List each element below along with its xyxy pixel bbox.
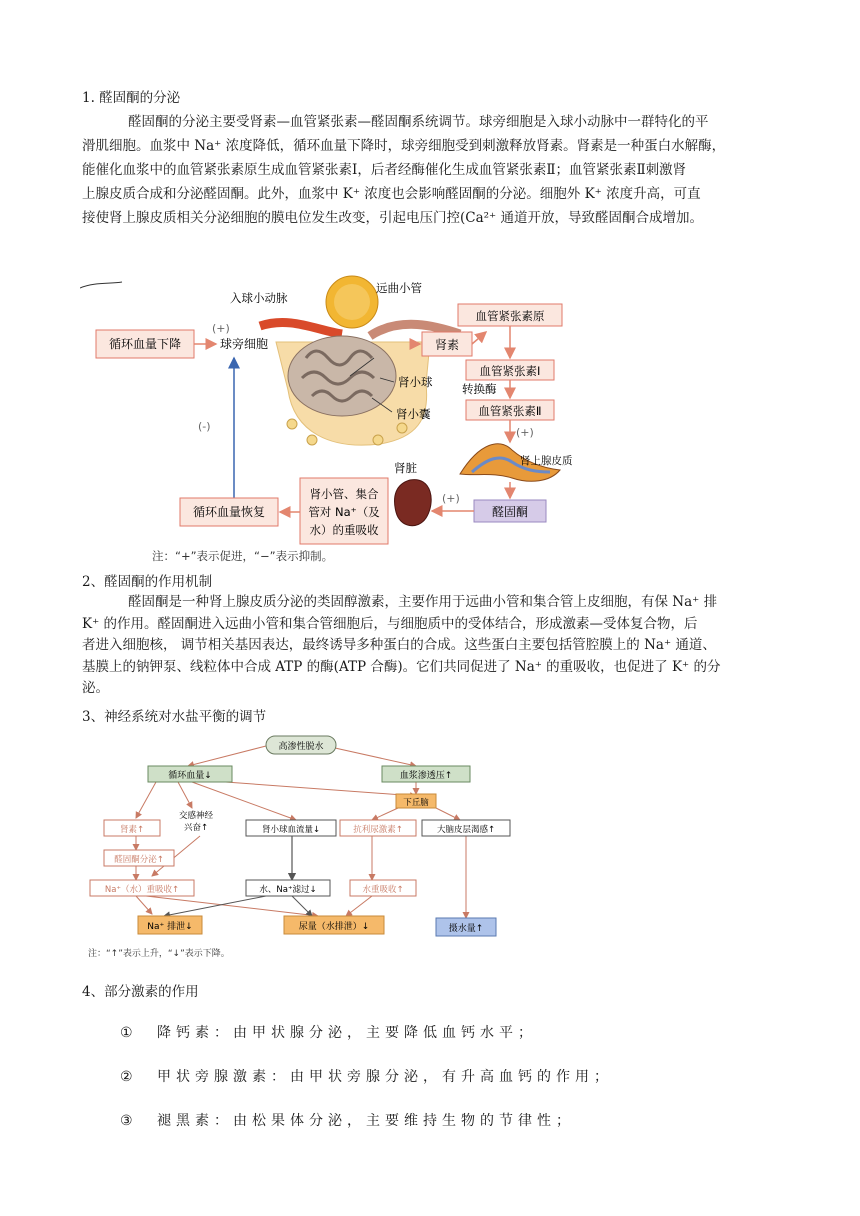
urine-label: 尿量（水排泄）↓: [298, 922, 370, 932]
angiotensinogen-label: 血管紧张素原: [475, 309, 545, 323]
section-2-paragraph: [82, 592, 802, 700]
reabsorb-line: 肾小管、集合: [309, 487, 379, 501]
paragraph-line: 基膜上的钠钾泵、线粒体中合成 ATP 的酶(ATP 合酶)。它们共同促进了 Na⁺ 的重吸收，也促进了 K⁺ 的分: [82, 658, 721, 675]
aldo-label: 醛固酮分泌↑: [114, 855, 164, 865]
paragraph-line: 泌。: [82, 680, 109, 696]
kidney-label: 肾脏: [394, 461, 417, 475]
water-salt-diagram: [86, 728, 516, 960]
aldosterone-label: 醛固酮: [491, 505, 529, 519]
osmotic-label: 血浆渗透压↑: [399, 771, 453, 781]
section-1-paragraph: [82, 110, 802, 230]
section-3-heading: 3、神经系统对水盐平衡的调节: [82, 709, 267, 725]
renin-label: 肾素: [434, 338, 460, 352]
paragraph-line: 醛固酮是一种肾上腺皮质分泌的类固醇激素，主要作用于远曲小管和集合管上皮细胞，有保 Na⁺ 排: [128, 594, 718, 610]
plus-2: (+): [516, 426, 534, 439]
paragraph-line: 能催化血浆中的血管紧张素原生成血管紧张素Ⅰ，后者经酶催化生成血管紧张素Ⅱ；血管紧张素Ⅱ刺激肾: [82, 162, 687, 178]
plus-1: (+): [212, 322, 230, 335]
sympathetic-line: 兴奋↑: [183, 823, 209, 833]
fig2-note: 注：“↑”表示上升，“↓”表示下降。: [88, 949, 230, 959]
sympathetic-line: 交感神经: [178, 811, 214, 821]
paragraph-line: 上腺皮质合成和分泌醛固酮。此外，血浆中 K⁺ 浓度也会影响醛固酮的分泌。细胞外 K⁺ 浓度升高，可直: [82, 186, 701, 202]
fig2-top-label: 高渗性脱水: [278, 742, 324, 752]
recover-label: 循环血量恢复: [192, 505, 266, 519]
intake-label: 摄水量↑: [448, 924, 484, 934]
item-text: 降钙素：由甲状腺分泌，主要降低血钙水平；: [157, 1025, 538, 1041]
item-text: 甲状旁腺激素：由甲状旁腺分泌，有升高血钙的作用；: [157, 1069, 614, 1085]
thirst-label: 大脑皮层渴感↑: [436, 825, 496, 835]
gfr-label: 肾小球血流量↓: [261, 825, 321, 835]
paragraph-line: 者进入细胞核， 调节相关基因表达，最终诱导多种蛋白的合成。这些蛋白主要包括管腔膜上的 Na⁺ 通道、: [82, 637, 716, 653]
hormone-item: [120, 1022, 537, 1042]
jgc-label: 球旁细胞: [220, 337, 269, 351]
paragraph-line: 滑肌细胞。血浆中 Na⁺ 浓度降低，循环血量下降时，球旁细胞受到刺激释放肾素。肾素是一种蛋白水解酶，: [82, 138, 726, 154]
item-number: ①: [120, 1025, 138, 1041]
paragraph-line: K⁺ 的作用。醛固酮进入远曲小管和集合管细胞后，与细胞质中的受体结合，形成激素—受体复合物，后: [82, 615, 698, 632]
item-number: ③: [120, 1113, 138, 1129]
plus-3: (+): [442, 492, 460, 505]
adh-label: 抗利尿激素↑: [353, 825, 403, 835]
item-text: 褪黑素：由松果体分泌，主要维持生物的节律性；: [157, 1113, 576, 1129]
water-reabs-label: 水重吸收↑: [362, 885, 404, 895]
ang2-label: 血管紧张素Ⅱ: [478, 404, 542, 418]
fig1-note: 注：“+”表示促进，“−”表示抑制。: [152, 549, 334, 563]
ang1-label: 血管紧张素Ⅰ: [479, 364, 541, 378]
hypothalamus-label: 下丘脑: [403, 798, 429, 808]
kidney-illustration: [395, 480, 432, 526]
ace-label: 转换酶: [462, 382, 497, 396]
section-4-heading: 4、部分激素的作用: [82, 984, 199, 1000]
distal-label: 远曲小管: [376, 281, 422, 295]
renin-label: 肾素↑: [119, 825, 145, 835]
paragraph-line: 接使肾上腺皮质相关分泌细胞的膜电位发生改变，引起电压门控(Ca²⁺ 通道开放，导致醛固酮合成增加。: [82, 210, 703, 226]
capsule-label: 肾小囊: [396, 407, 431, 421]
section-2-heading: 2、醛固酮的作用机制: [82, 574, 213, 590]
section-1-heading: 1. 醛固酮的分泌: [82, 90, 181, 106]
adrenal-label: 肾上腺皮质: [520, 455, 573, 467]
minus-label: (-): [198, 420, 211, 433]
reabsorb-line: 管对 Na⁺（及: [308, 505, 380, 519]
decrease-label: 循环血量下降: [108, 337, 182, 351]
item-number: ②: [120, 1069, 138, 1085]
na-excrete-label: Na⁺ 排泄↓: [147, 922, 193, 932]
blood-vol-label: 循环血量↓: [168, 771, 212, 781]
hormone-item: [120, 1110, 575, 1130]
na-reabs-label: Na⁺（水）重吸收↑: [104, 885, 180, 895]
filtration-label: 水、Na⁺滤过↓: [259, 885, 317, 895]
raas-diagram: [80, 272, 600, 568]
paragraph-line: 醛固酮的分泌主要受肾素—血管紧张素—醛固酮系统调节。球旁细胞是入球小动脉中一群特化的平: [128, 114, 709, 130]
hormone-item: [120, 1066, 613, 1086]
glomerulus-label: 肾小球: [398, 375, 433, 389]
reabsorb-line: 水）的重吸收: [309, 523, 379, 537]
afferent-label: 入球小动脉: [230, 291, 288, 305]
